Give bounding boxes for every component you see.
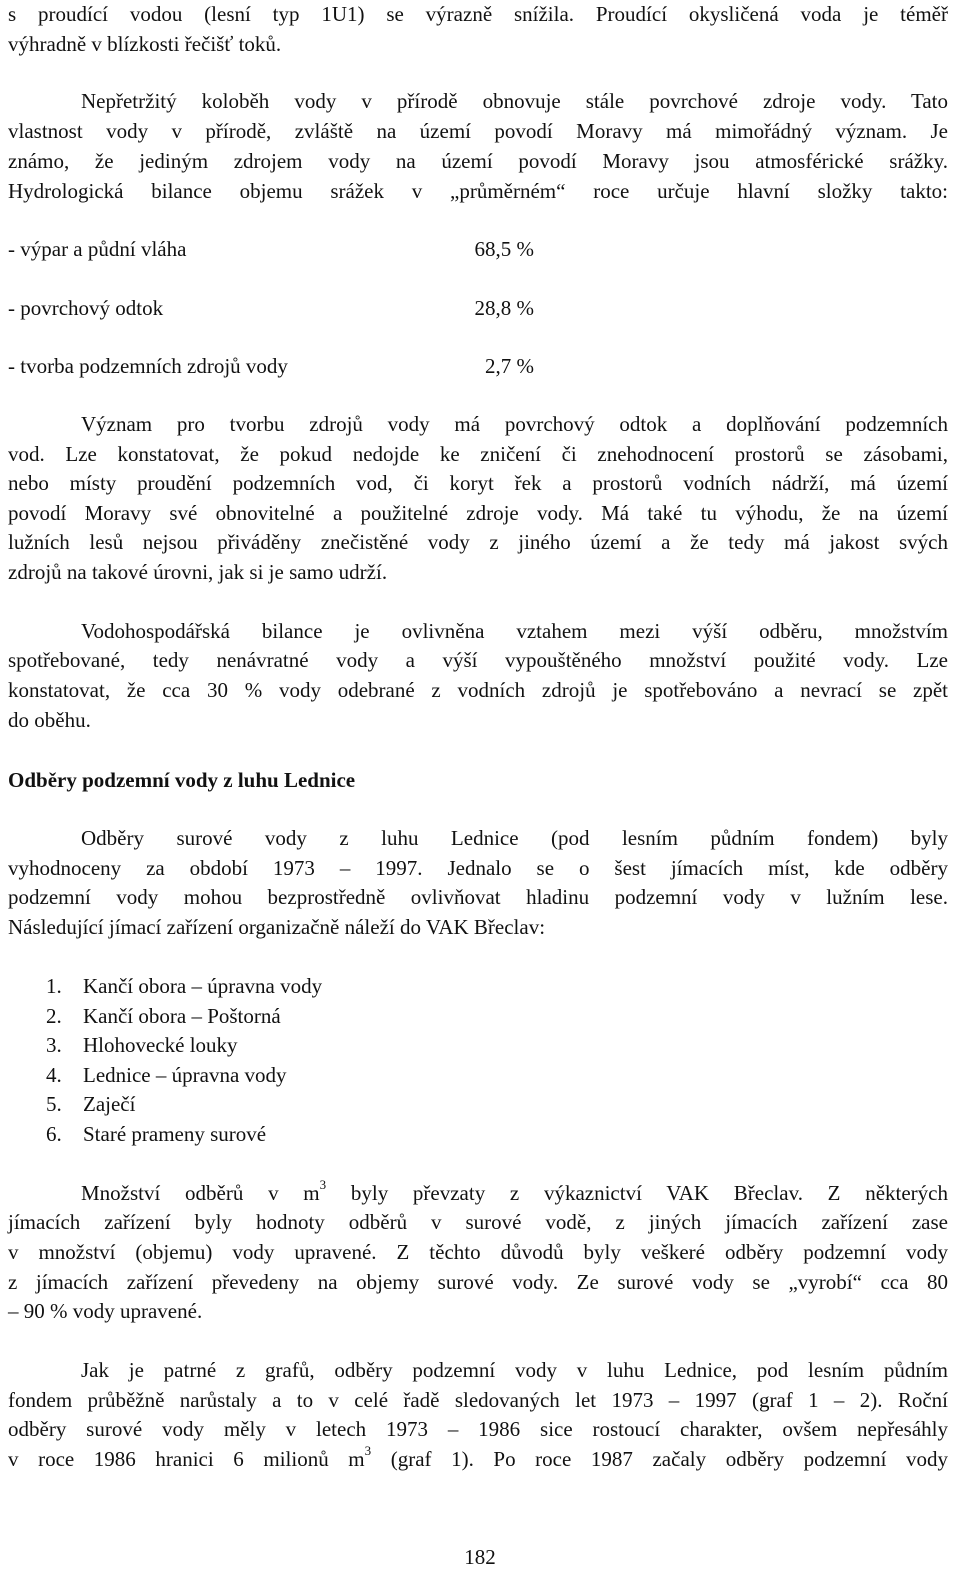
text-line: fondem průběžně narůstaly a to v celé řadě sledovaných let 1973 – 1997 (graf 1 – 2). Roční (8, 1388, 948, 1412)
text-line: výhradně v blízkosti řečišť toků. (8, 32, 282, 56)
balance-label: - povrchový odtok (8, 296, 164, 320)
list-number: 4. (46, 1063, 62, 1087)
text-line: známo, že jediným zdrojem vody na území povodí Moravy jsou atmosférické srážky. (8, 149, 948, 173)
text-line (8, 1445, 948, 1474)
list-text: Zaječí (83, 1092, 136, 1116)
text-fragment: Množství odběrů v m (81, 1181, 320, 1205)
text-line: podzemní vody mohou bezprostředně ovlivňovat hladinu podzemní vody v lužním lese. (8, 885, 948, 909)
text-line: jímacích zařízení byly hodnoty odběrů v surové vodě, z jiných jímacích zařízení zase (8, 1210, 948, 1234)
text-fragment: (graf 1). Po roce 1987 začaly odběry podzemní vody (371, 1447, 948, 1471)
page-number: 182 (464, 1545, 496, 1569)
superscript: 3 (364, 1443, 372, 1458)
text-line: odběry surové vody měly v letech 1973 – 1986 sice rostoucí charakter, ovšem nepřesáhly (8, 1417, 948, 1441)
text-line: konstatovat, že cca 30 % vody odebrané z vodních zdrojů je spotřebováno a nevrací se zpět (8, 678, 948, 702)
text-line: v množství (objemu) vody upravené. Z těchto důvodů byly veškeré odběry podzemní vody (8, 1240, 948, 1264)
list-text: Kančí obora – Poštorná (83, 1004, 281, 1028)
text-line: nebo místy proudění podzemních vod, či koryt řek a prostorů vodních nádrží, má území (8, 471, 948, 495)
list-text: Lednice – úpravna vody (83, 1063, 287, 1087)
text-line: Vodohospodářská bilance je ovlivněna vztahem mezi výší odběru, množstvím (81, 619, 948, 643)
superscript: 3 (319, 1177, 327, 1192)
text-line (8, 1179, 948, 1208)
text-line: zdrojů na takové úrovni, jak si je samo udrží. (8, 560, 388, 584)
text-line: Hydrologická bilance objemu srážek v „průměrném“ roce určuje hlavní složky takto: (8, 179, 948, 203)
text-line: Význam pro tvorbu zdrojů vody má povrchový odtok a doplňování podzemních (81, 412, 948, 436)
text-line: s proudící vodou (lesní typ 1U1) se výrazně snížila. Proudící okysličená voda je téměř (8, 2, 948, 26)
text-line: vod. Lze konstatovat, že pokud nedojde ke zničení či znehodnocení prostorů se zásobami, (8, 442, 948, 466)
text-fragment: byly převzaty z výkaznictví VAK Břeclav. Z některých (326, 1181, 949, 1205)
balance-value: 2,7 % (485, 354, 534, 378)
section-heading: Odběry podzemní vody z luhu Lednice (8, 768, 356, 792)
text-line: spotřebované, tedy nenávratné vody a výší vypouštěného množství použité vody. Lze (8, 648, 948, 672)
text-line: vlastnost vody v přírodě, zvláště na území povodí Moravy má mimořádný význam. Je (8, 119, 948, 143)
list-text: Hlohovecké louky (83, 1033, 238, 1057)
text-fragment: v roce 1986 hranici 6 milionů m (8, 1447, 365, 1471)
text-line: Jak je patrné z grafů, odběry podzemní vody v luhu Lednice, pod lesním půdním (81, 1358, 948, 1382)
text-line: Odběry surové vody z luhu Lednice (pod lesním půdním fondem) byly (81, 826, 948, 850)
list-text: Kančí obora – úpravna vody (83, 974, 323, 998)
list-text: Staré prameny surové (83, 1122, 267, 1146)
text-line: do oběhu. (8, 708, 91, 732)
text-line: Nepřetržitý koloběh vody v přírodě obnovuje stále povrchové zdroje vody. Tato (81, 89, 948, 113)
balance-label: - výpar a půdní vláha (8, 237, 187, 261)
balance-value: 68,5 % (474, 237, 534, 261)
list-number: 3. (46, 1033, 62, 1057)
balance-value: 28,8 % (474, 296, 534, 320)
text-line: Následující jímací zařízení organizačně náleží do VAK Břeclav: (8, 915, 546, 939)
balance-label: - tvorba podzemních zdrojů vody (8, 354, 288, 378)
text-line: vyhodnoceny za období 1973 – 1997. Jednalo se o šest jímacích míst, kde odběry (8, 856, 948, 880)
list-number: 1. (46, 974, 62, 998)
text-line: lužních lesů nejsou přiváděny znečistěné vody z jiného území a že tedy má jakost svých (8, 530, 948, 554)
text-line: z jímacích zařízení převedeny na objemy surové vody. Ze surové vody se „vyrobí“ cca 80 (8, 1270, 948, 1294)
list-number: 6. (46, 1122, 62, 1146)
list-number: 2. (46, 1004, 62, 1028)
text-line: – 90 % vody upravené. (8, 1299, 203, 1323)
text-line: povodí Moravy své obnovitelné a použitelné zdroje vody. Má také tu výhodu, že na území (8, 501, 948, 525)
list-number: 5. (46, 1092, 62, 1116)
